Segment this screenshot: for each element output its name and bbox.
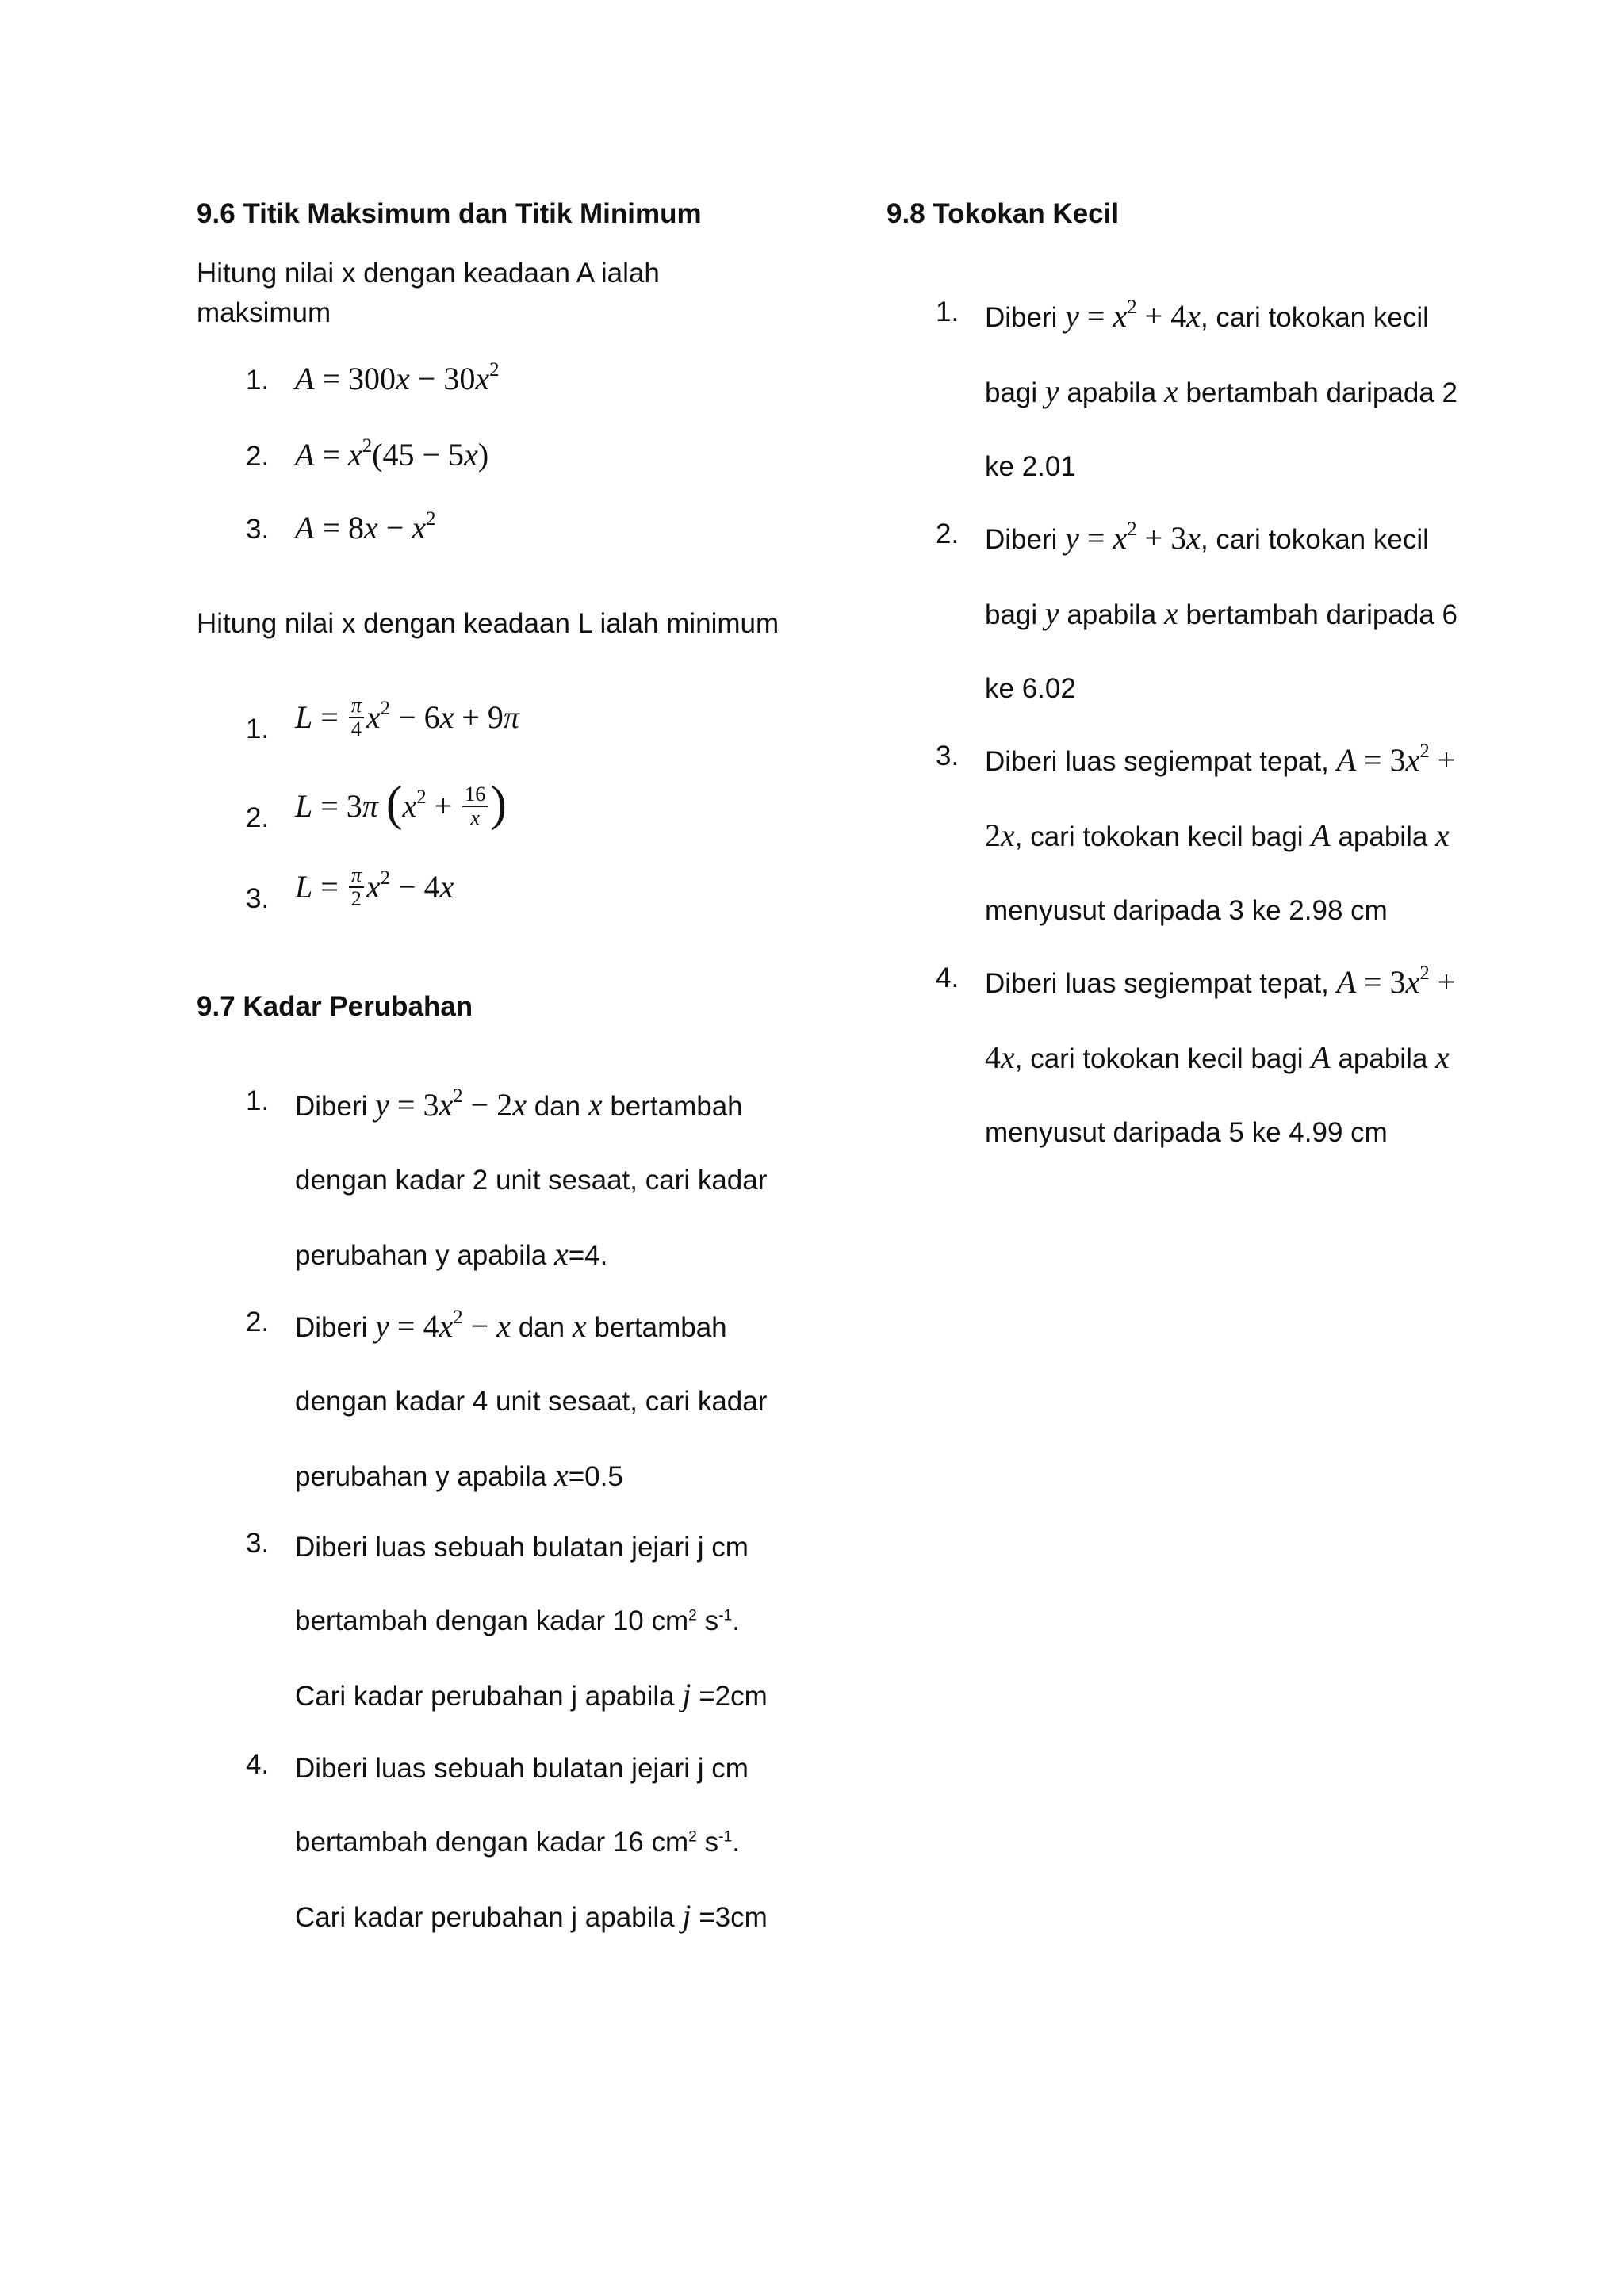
rate-item-2-line1: Diberi $y = 4x^2 - x$ dan x bertambah — [295, 1307, 727, 1344]
section-9-7-title: 9.7 Kadar Perubahan — [197, 991, 473, 1022]
intro-maksimum-line1: Hitung nilai x dengan keadaan A ialah — [197, 258, 660, 289]
rate-item-1-line2: dengan kadar 2 unit sesaat, cari kadar — [295, 1165, 768, 1196]
item-number: 3. — [246, 1528, 270, 1559]
rate-item-4-line3: Cari kadar perubahan j apabila j =3cm — [295, 1898, 768, 1934]
max-item-2 — [197, 436, 488, 473]
item-number: 2. — [246, 1307, 270, 1337]
rate-item-4-line2: bertambah dengan kadar 16 $cm^2$ $s^{-1}$. — [295, 1827, 740, 1858]
item-number: 1. — [246, 714, 270, 744]
item-number: 4. — [246, 1749, 270, 1780]
increment-item-2-line3: ke 6.02 — [985, 673, 1076, 704]
rate-item-2-line3: perubahan y apabila x=0.5 — [295, 1457, 623, 1493]
rate-item-1 — [197, 1068, 767, 1292]
intro-maksimum — [197, 254, 660, 333]
intro-maksimum-line2: maksimum — [197, 297, 331, 328]
rate-item-3-line1: Diberi luas sebuah bulatan jejari j cm — [295, 1532, 749, 1563]
max-item-3 — [197, 509, 436, 546]
rate-item-4-line1: Diberi luas sebuah bulatan jejari j cm — [295, 1753, 749, 1784]
equation: L = $\frac{\pi}{4}$ $x^2 - 6x + 9\pi$ — [295, 694, 519, 740]
equation: $A = 300x - 30x^2$ — [295, 359, 500, 396]
item-number: 2. — [936, 519, 959, 549]
item-number: 1. — [246, 365, 270, 396]
increment-item-1-line1: Diberi $y = x^2 + 4x$, cari tokokan kecil — [985, 297, 1429, 334]
increment-item-3 — [887, 723, 1455, 947]
item-number: 3. — [246, 514, 270, 545]
min-item-2 — [197, 777, 507, 833]
rate-item-3-line3: Cari kadar perubahan j apabila j =2cm — [295, 1677, 768, 1712]
item-number: 2. — [246, 441, 270, 472]
increment-item-2 — [887, 501, 1457, 725]
rate-item-3-line2: bertambah dengan kadar 10 $cm^2$ $s^{-1}$. — [295, 1605, 740, 1636]
item-number: 1. — [246, 1085, 270, 1116]
increment-item-2-line2: bagi y apabila x bertambah daripada 6 — [985, 595, 1457, 631]
section-9-6-title: 9.6 Titik Maksimum dan Titik Minimum — [197, 198, 702, 229]
item-number: 4. — [936, 962, 959, 993]
rate-item-2 — [197, 1289, 767, 1513]
item-number: 3. — [936, 740, 959, 771]
increment-item-4-line2: 4x, cari tokokan kecil bagi A apabila x — [985, 1039, 1450, 1075]
item-number: 1. — [936, 297, 959, 327]
increment-item-3-line2: 2x, cari tokokan kecil bagi A apabila x — [985, 817, 1450, 853]
item-number: 3. — [246, 883, 270, 914]
increment-item-1 — [887, 279, 1457, 503]
min-item-3 — [197, 863, 454, 914]
intro-minimum: Hitung nilai x dengan keadaan L ialah minimum — [197, 608, 779, 639]
increment-item-1-line3: ke 2.01 — [985, 451, 1076, 482]
increment-item-3-line1: Diberi luas segiempat tepat, $A = 3x^2$ + — [985, 740, 1456, 778]
max-item-1 — [197, 360, 500, 397]
min-item-1 — [197, 694, 519, 744]
equation: $A = 8x - x^2$ — [295, 508, 436, 545]
section-9-8-title: 9.8 Tokokan Kecil — [887, 198, 1120, 229]
increment-item-4-line3: menyusut daripada 5 ke 4.99 cm — [985, 1117, 1388, 1148]
increment-item-4-line1: Diberi luas segiempat tepat, $A = 3x^2$ + — [985, 962, 1456, 1000]
increment-item-2-line1: Diberi $y = x^2 + 3x$, cari tokokan kecil — [985, 519, 1429, 556]
rate-item-3 — [197, 1510, 768, 1733]
rate-item-2-line2: dengan kadar 4 unit sesaat, cari kadar — [295, 1386, 768, 1417]
equation: L = $\frac{\pi}{2}$ $x^2 - 4x$ — [295, 863, 454, 910]
rate-item-1-line1: Diberi $y = 3x^2 - 2x$ dan x bertambah — [295, 1085, 743, 1123]
increment-item-3-line3: menyusut daripada 3 ke 2.98 cm — [985, 895, 1388, 926]
equation: $A = x^2(45 - 5x)$ — [295, 435, 489, 473]
rate-item-1-line3: perubahan y apabila x=4. — [295, 1236, 608, 1272]
increment-item-4 — [887, 945, 1455, 1169]
increment-item-1-line2: bagi y apabila x bertambah daripada 2 — [985, 373, 1457, 409]
rate-item-4 — [197, 1732, 768, 1954]
item-number: 2. — [246, 802, 270, 833]
equation: L = 3π ($x^2$ + $\frac{16}{x}$ ) — [295, 777, 507, 832]
